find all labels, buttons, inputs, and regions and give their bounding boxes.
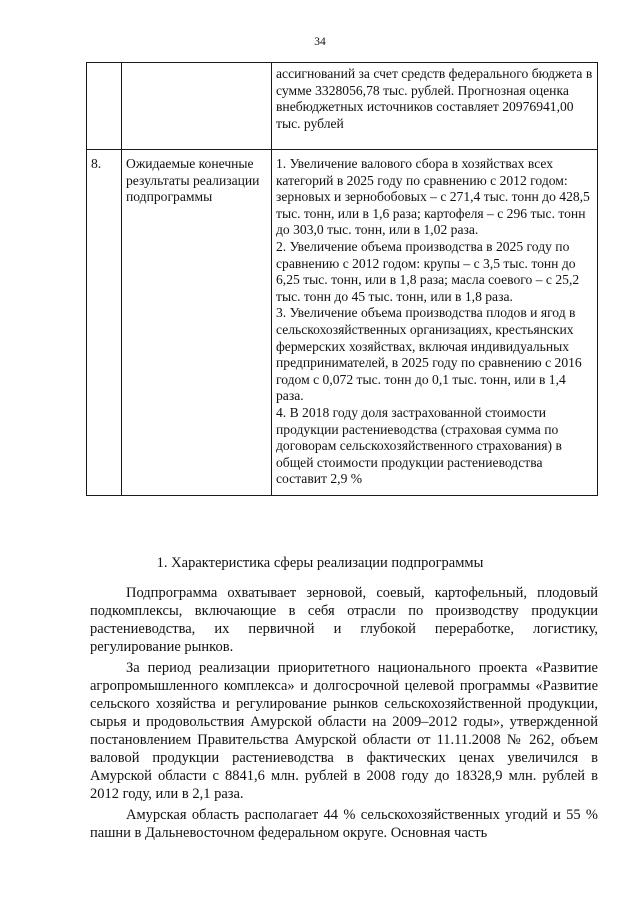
result-item-3: 3. Увеличение объема производства плодов и ягод в сельскохозяйственных организациях, крестьянских фермерских хозяйствах, включая индивидуальных предпринимателей, в 2025 году по сравнению с 2016 годом с 0,072 тыс. тонн до 0,1 тыс. тонн, или в 1,4 раза. — [276, 305, 582, 404]
result-item-4: 4. В 2018 году доля застрахованной стоимости продукции растениеводства (страховая сумма по договорам сельскохозяйственного страхования) в общей стоимости продукции растениеводства составит 2,9 % — [276, 404, 562, 487]
paragraph: Подпрограмма охватывает зерновой, соевый, картофельный, плодовый подкомплексы, включающие в себя отрасли по производству продукции растениеводства, их первичной и глубокой переработке, логистику, регулирование рынков. — [90, 585, 598, 655]
result-item-1: 1. Увеличение валового сбора в хозяйствах всех категорий в 2025 году по сравнению с 2012 годом: зерновых и зернобобовых – с 271,4 тыс. тонн до 428,5 тыс. тонн, или в 1,6 раза; картофеля – с 296 тыс. тонн до 303,0 тыс. тонн, или в 1,02 раза. — [276, 156, 590, 238]
row-number-cell — [87, 63, 122, 150]
table-row-expected-results — [87, 150, 598, 496]
paragraph: За период реализации приоритетного национального проекта «Развитие агропромышленного комплекса» и долгосрочной целевой программы «Развитие сельского хозяйства и регулирование рынков сельскохозяйственной продукции, сырья и продовольствия Амурской области на 2009–2012 годы», утвержденной постановлением Правительства Амурской области от 11.11.2008 № 262, объем валовой продукции растениеводства в фактических ценах увеличился в Амурской области с 8841,6 млн. рублей в 2008 году до 18328,9 млн. рублей в 2012 году, или в 2,1 раза. — [90, 660, 598, 802]
section-body — [90, 584, 598, 842]
funding-text-cell: ассигнований за счет средств федерального бюджета в сумме 3328056,78 тыс. рублей. Прогнозная оценка внебюджетных источников составляет 20976941,00 тыс. рублей — [272, 63, 598, 150]
page-number: 34 — [314, 36, 326, 48]
result-item-2: 2. Увеличение объема производства в 2025 году по сравнению с 2012 годом: крупы – с 3,5 тыс. тонн до 6,25 тыс. тонн, или в 1,8 раза; масла соевого – с 25,2 тыс. тонн до 45 тыс. тонн, или в 1,8 раза. — [276, 238, 580, 304]
section-heading: 1. Характеристика сферы реализации подпрограммы — [156, 555, 484, 571]
table-row-continuation — [87, 63, 598, 150]
row-number-cell: 8. — [87, 150, 122, 496]
subprogram-passport-table — [86, 62, 598, 496]
row-label-cell: Ожидаемые конечные результаты реализации подпрограммы — [122, 150, 272, 496]
paragraph: Амурская область располагает 44 % сельскохозяйственных угодий и 55 % пашни в Дальневосточном федеральном округе. Основная часть — [90, 807, 598, 841]
expected-results-cell — [272, 150, 598, 496]
row-label-cell — [122, 63, 272, 150]
